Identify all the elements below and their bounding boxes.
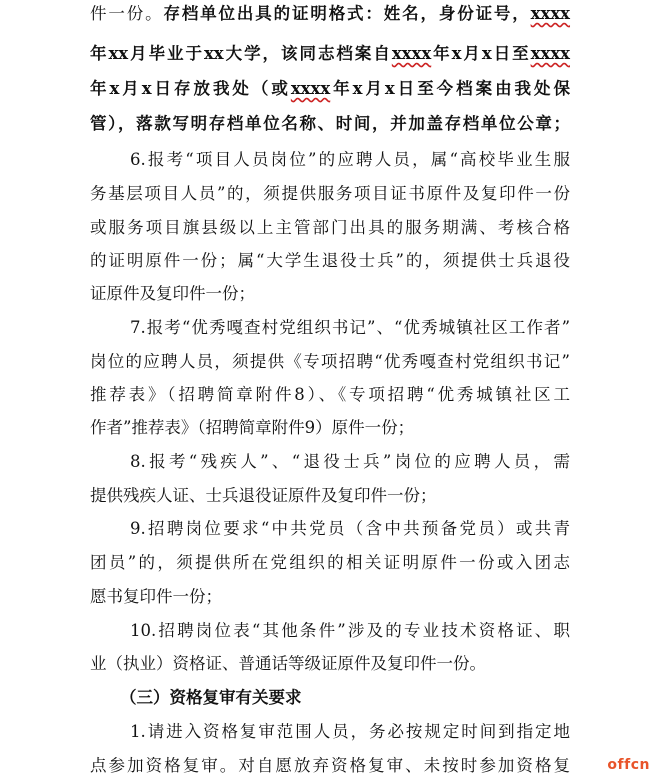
text-line-4: 6.报考“项目人员岗位”的应聘人员，属“高校毕业生服 — [130, 150, 570, 169]
line-1-part-4: xxxx — [530, 44, 570, 63]
text-line-18: 10.招聘岗位表“其他条件”涉及的专业技术资格证、职 — [130, 621, 570, 640]
line-1-part-3: 年x月x日至 — [431, 44, 531, 63]
text-line-13: 8.报考“残疾人”、“退役士兵”岗位的应聘人员，需 — [130, 452, 570, 471]
line-0-part-3: xxxx — [530, 4, 571, 23]
text-line-19: 业（执业）资格证、普通话等级证原件及复印件一份。 — [90, 654, 486, 673]
line-0-part-2: 存档单位出具的证明格式：姓名，身份证号， — [163, 4, 531, 23]
text-line-6: 或服务项目旗县级以上主管部门出具的服务期满、考核合格 — [90, 218, 570, 237]
text-line-11: 推荐表》（招聘简章附件8）、《专项招聘“优秀城镇社区工 — [90, 385, 570, 404]
text-line-14: 提供残疾人证、士兵退役证原件及复印件一份； — [90, 486, 437, 505]
offcn-watermark: offcn — [607, 757, 650, 773]
text-line-0 — [90, 4, 570, 24]
text-line-2 — [90, 79, 570, 99]
text-line-12: 作者”推荐表》（招聘简章附件9）原件一份； — [90, 418, 415, 437]
line-1-part-2: xxxx — [391, 44, 432, 63]
text-line-8: 证原件及复印件一份； — [90, 284, 255, 303]
text-line-9: 7.报考“优秀嘎查村党组织书记”、“优秀城镇社区工作者” — [130, 318, 570, 337]
text-line-10: 岗位的应聘人员，须提供《专项招聘“优秀嘎查村党组织书记” — [90, 352, 570, 371]
text-line-5: 务基层项目人员”的，须提供服务项目证书原件及复印件一份 — [90, 184, 570, 203]
text-line-16: 团员”的，须提供所在党组织的相关证明原件一份或入团志 — [90, 553, 570, 572]
text-line-15: 9.招聘岗位要求“中共党员（含中共预备党员）或共青 — [130, 519, 570, 538]
text-line-21: 1.请进入资格复审范围人员，务必按规定时间到指定地 — [130, 722, 570, 741]
text-line-1 — [90, 44, 570, 64]
text-line-3: 管），落款写明存档单位名称、时间，并加盖存档单位公章； — [90, 114, 570, 133]
section-heading: （三）资格复审有关要求 — [120, 688, 302, 707]
text-line-22: 点参加资格复审。对自愿放弃资格复审、未按时参加资格复 — [90, 756, 570, 775]
text-line-7: 的证明原件一份；属“大学生退役士兵”的，须提供士兵退役 — [90, 251, 570, 270]
line-2-part-3: 年x月x日至今档案由我处保 — [330, 79, 570, 98]
line-2-part-2: xxxx — [290, 79, 331, 98]
line-2-part-1: 年x月x日存放我处（或 — [90, 79, 291, 98]
text-line-17: 愿书复印件一份； — [90, 587, 222, 606]
line-1-part-1: 年xx月毕业于xx大学，该同志档案自 — [90, 44, 392, 63]
line-0-part-1: 件一份。 — [90, 4, 164, 23]
